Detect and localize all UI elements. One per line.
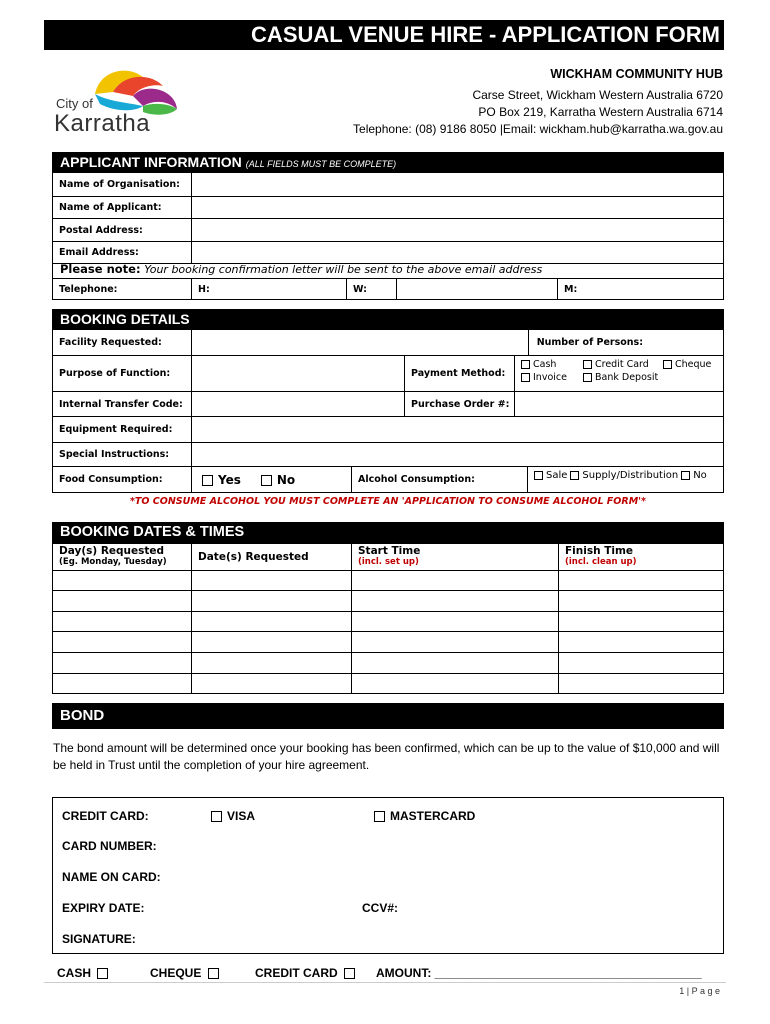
day-cell[interactable] — [53, 612, 192, 631]
org-label: Name of Organisation: — [53, 173, 192, 196]
telephone-label: Telephone: — [53, 279, 192, 299]
table-row — [53, 632, 723, 653]
food-row — [53, 467, 723, 492]
start-cell[interactable] — [352, 612, 559, 631]
finish-cell[interactable] — [559, 632, 723, 652]
credit-card-label: CREDIT CARD: — [62, 809, 149, 823]
transfer-input[interactable] — [192, 392, 405, 416]
footer-divider — [44, 982, 726, 983]
day-cell[interactable] — [53, 674, 192, 693]
telephone-h[interactable]: H: — [192, 279, 347, 299]
postal-input[interactable] — [192, 219, 723, 241]
transfer-label: Internal Transfer Code: — [53, 392, 192, 416]
pay-invoice-option[interactable]: Invoice — [521, 372, 567, 383]
transfer-row — [53, 392, 723, 417]
po-box-address: PO Box 219, Karratha Western Australia 6714 — [478, 105, 723, 119]
purpose-row — [53, 356, 723, 392]
finish-col-header — [559, 544, 723, 570]
day-col-title: Day(s) Requested — [59, 545, 165, 557]
pay-cash-option[interactable]: Cash — [521, 359, 556, 370]
checkbox-icon[interactable] — [521, 373, 530, 382]
expiry-label[interactable]: EXPIRY DATE: — [62, 901, 145, 915]
telephone-w-label: W: — [353, 283, 367, 295]
special-label: Special Instructions: — [53, 443, 192, 466]
special-row — [53, 443, 723, 467]
postal-row — [53, 219, 723, 242]
finish-cell[interactable] — [559, 653, 723, 673]
equipment-row — [53, 417, 723, 443]
facility-row — [53, 330, 723, 356]
applicant-name-input[interactable] — [192, 197, 723, 218]
alcohol-label: Alcohol Consumption: — [352, 467, 528, 492]
start-cell[interactable] — [352, 674, 559, 693]
applicant-table — [52, 172, 724, 300]
pay-credit-option[interactable]: Credit Card — [583, 359, 649, 370]
date-cell[interactable] — [192, 653, 352, 673]
checkbox-icon[interactable] — [208, 968, 219, 979]
applicant-heading-note: (ALL FIELDS MUST BE COMPLETE) — [245, 159, 397, 169]
date-cell[interactable] — [192, 571, 352, 590]
mastercard-option[interactable]: MASTERCARD — [374, 809, 475, 823]
finish-col-title: Finish Time — [565, 545, 634, 557]
date-cell[interactable] — [192, 591, 352, 611]
po-label: Purchase Order #: — [405, 392, 515, 416]
day-cell[interactable] — [53, 571, 192, 590]
street-address: Carse Street, Wickham Western Australia 6720 — [472, 88, 723, 102]
visa-option[interactable]: VISA — [211, 809, 255, 823]
food-yes-option[interactable]: Yes — [202, 473, 241, 487]
form-title: CASUAL VENUE HIRE - APPLICATION FORM — [44, 20, 724, 50]
finish-cell[interactable] — [559, 591, 723, 611]
pay-cheque-option[interactable]: Cheque — [663, 359, 711, 370]
postal-label: Postal Address: — [53, 219, 192, 241]
payment-label: Payment Method: — [405, 356, 515, 391]
special-input[interactable] — [192, 443, 723, 466]
cash-option[interactable]: CASH — [57, 966, 113, 980]
day-cell[interactable] — [53, 591, 192, 611]
checkbox-icon[interactable] — [261, 475, 272, 486]
telephone-w-input[interactable] — [396, 279, 558, 299]
date-cell[interactable] — [192, 674, 352, 693]
equipment-input[interactable] — [192, 417, 723, 442]
applicant-heading-label: APPLICANT INFORMATION — [60, 154, 242, 170]
applicant-row — [53, 197, 723, 219]
start-cell[interactable] — [352, 591, 559, 611]
checkbox-icon[interactable] — [211, 811, 222, 822]
food-label: Food Consumption: — [53, 467, 192, 492]
credit-card-box — [52, 797, 724, 954]
day-col-header — [53, 544, 192, 570]
table-row — [53, 612, 723, 632]
finish-col-subtitle: (incl. clean up) — [565, 557, 637, 567]
facility-label: Facility Requested: — [53, 330, 192, 355]
food-options — [192, 467, 352, 492]
finish-cell[interactable] — [559, 612, 723, 631]
amount-field[interactable]: AMOUNT: ________________________________________ — [376, 966, 702, 980]
finish-cell[interactable] — [559, 571, 723, 590]
bond-section-heading: BOND — [52, 703, 724, 729]
venue-name: WICKHAM COMMUNITY HUB — [550, 67, 723, 81]
logo-city-of: City of — [56, 96, 93, 111]
table-row — [53, 653, 723, 674]
purpose-input[interactable] — [192, 356, 405, 391]
org-input[interactable] — [192, 173, 723, 196]
alcohol-notice: *TO CONSUME ALCOHOL YOU MUST COMPLETE AN 'APPLICATION TO CONSUME ALCOHOL FORM'* — [129, 496, 647, 507]
checkbox-icon[interactable] — [681, 471, 690, 480]
org-row — [53, 173, 723, 197]
food-no-option[interactable]: No — [261, 473, 295, 487]
booking-section-heading: BOOKING DETAILS — [52, 309, 724, 329]
page-number: 1 | P a g e — [679, 986, 720, 996]
alc-supply-option[interactable]: Supply/Distribution — [570, 470, 678, 481]
date-col-header: Date(s) Requested — [192, 544, 352, 570]
checkbox-icon[interactable] — [374, 811, 385, 822]
applicant-name-label: Name of Applicant: — [53, 197, 192, 218]
card-number-label[interactable]: CARD NUMBER: — [62, 839, 157, 853]
payment-options — [515, 356, 723, 391]
dates-table — [52, 543, 724, 694]
name-on-card-label[interactable]: NAME ON CARD: — [62, 870, 161, 884]
po-input[interactable] — [515, 392, 723, 416]
table-row — [53, 571, 723, 591]
facility-input[interactable] — [192, 330, 529, 355]
checkbox-icon[interactable] — [534, 471, 543, 480]
checkbox-icon[interactable] — [663, 360, 672, 369]
start-col-title: Start Time — [358, 545, 421, 557]
date-cell[interactable] — [192, 612, 352, 631]
start-cell[interactable] — [352, 653, 559, 673]
email-input[interactable] — [192, 242, 723, 263]
day-cell[interactable] — [53, 653, 192, 673]
dates-section-heading: BOOKING DATES & TIMES — [52, 522, 724, 543]
checkbox-icon[interactable] — [97, 968, 108, 979]
email-note-bold: Please note: — [60, 262, 141, 276]
finish-cell[interactable] — [559, 674, 723, 693]
day-cell[interactable] — [53, 632, 192, 652]
date-cell[interactable] — [192, 632, 352, 652]
persons-label[interactable]: Number of Persons: — [536, 337, 643, 348]
checkbox-icon[interactable] — [202, 475, 213, 486]
checkbox-icon[interactable] — [583, 360, 592, 369]
telephone-row — [53, 278, 723, 299]
alcohol-options — [528, 467, 723, 492]
start-col-subtitle: (incl. set up) — [358, 557, 419, 567]
dates-header-row — [53, 544, 723, 571]
venue-address-block — [353, 66, 723, 138]
table-row — [53, 674, 723, 693]
contact-line: Telephone: (08) 9186 8050 |Email: wickham.hub@karratha.wa.gov.au — [353, 122, 723, 136]
alc-sale-option[interactable]: Sale — [534, 470, 567, 481]
day-col-subtitle: (Eg. Monday, Tuesday) — [59, 557, 167, 567]
equipment-label: Equipment Required: — [53, 417, 192, 442]
start-cell[interactable] — [352, 571, 559, 590]
email-note-row — [53, 264, 723, 278]
checkbox-icon[interactable] — [521, 360, 530, 369]
cheque-option[interactable]: CHEQUE — [150, 966, 224, 980]
alc-no-option[interactable]: No — [681, 470, 707, 481]
signature-label[interactable]: SIGNATURE: — [62, 932, 136, 946]
start-col-header — [352, 544, 559, 570]
start-cell[interactable] — [352, 632, 559, 652]
applicant-section-heading — [52, 152, 724, 172]
bond-description: The bond amount will be determined once your booking has been confirmed, which can be up to the value of $10,000 and will be held in Trust until the completion of your hire agreement. — [53, 741, 720, 772]
checkbox-icon[interactable] — [570, 471, 579, 480]
checkbox-icon[interactable] — [344, 968, 355, 979]
credit-option[interactable]: CREDIT CARD — [255, 966, 360, 980]
pay-deposit-option[interactable]: Bank Deposit — [583, 372, 658, 383]
logo-karratha: Karratha — [54, 110, 151, 137]
email-note — [60, 262, 542, 276]
table-row — [53, 591, 723, 612]
checkbox-icon[interactable] — [583, 373, 592, 382]
email-label: Email Address: — [53, 242, 192, 263]
purpose-label: Purpose of Function: — [53, 356, 192, 391]
booking-table — [52, 329, 724, 493]
email-row — [53, 242, 723, 264]
telephone-m[interactable]: M: — [564, 283, 578, 295]
ccv-label[interactable]: CCV#: — [362, 901, 399, 915]
email-note-text: Your booking confirmation letter will be sent to the above email address — [144, 263, 543, 276]
